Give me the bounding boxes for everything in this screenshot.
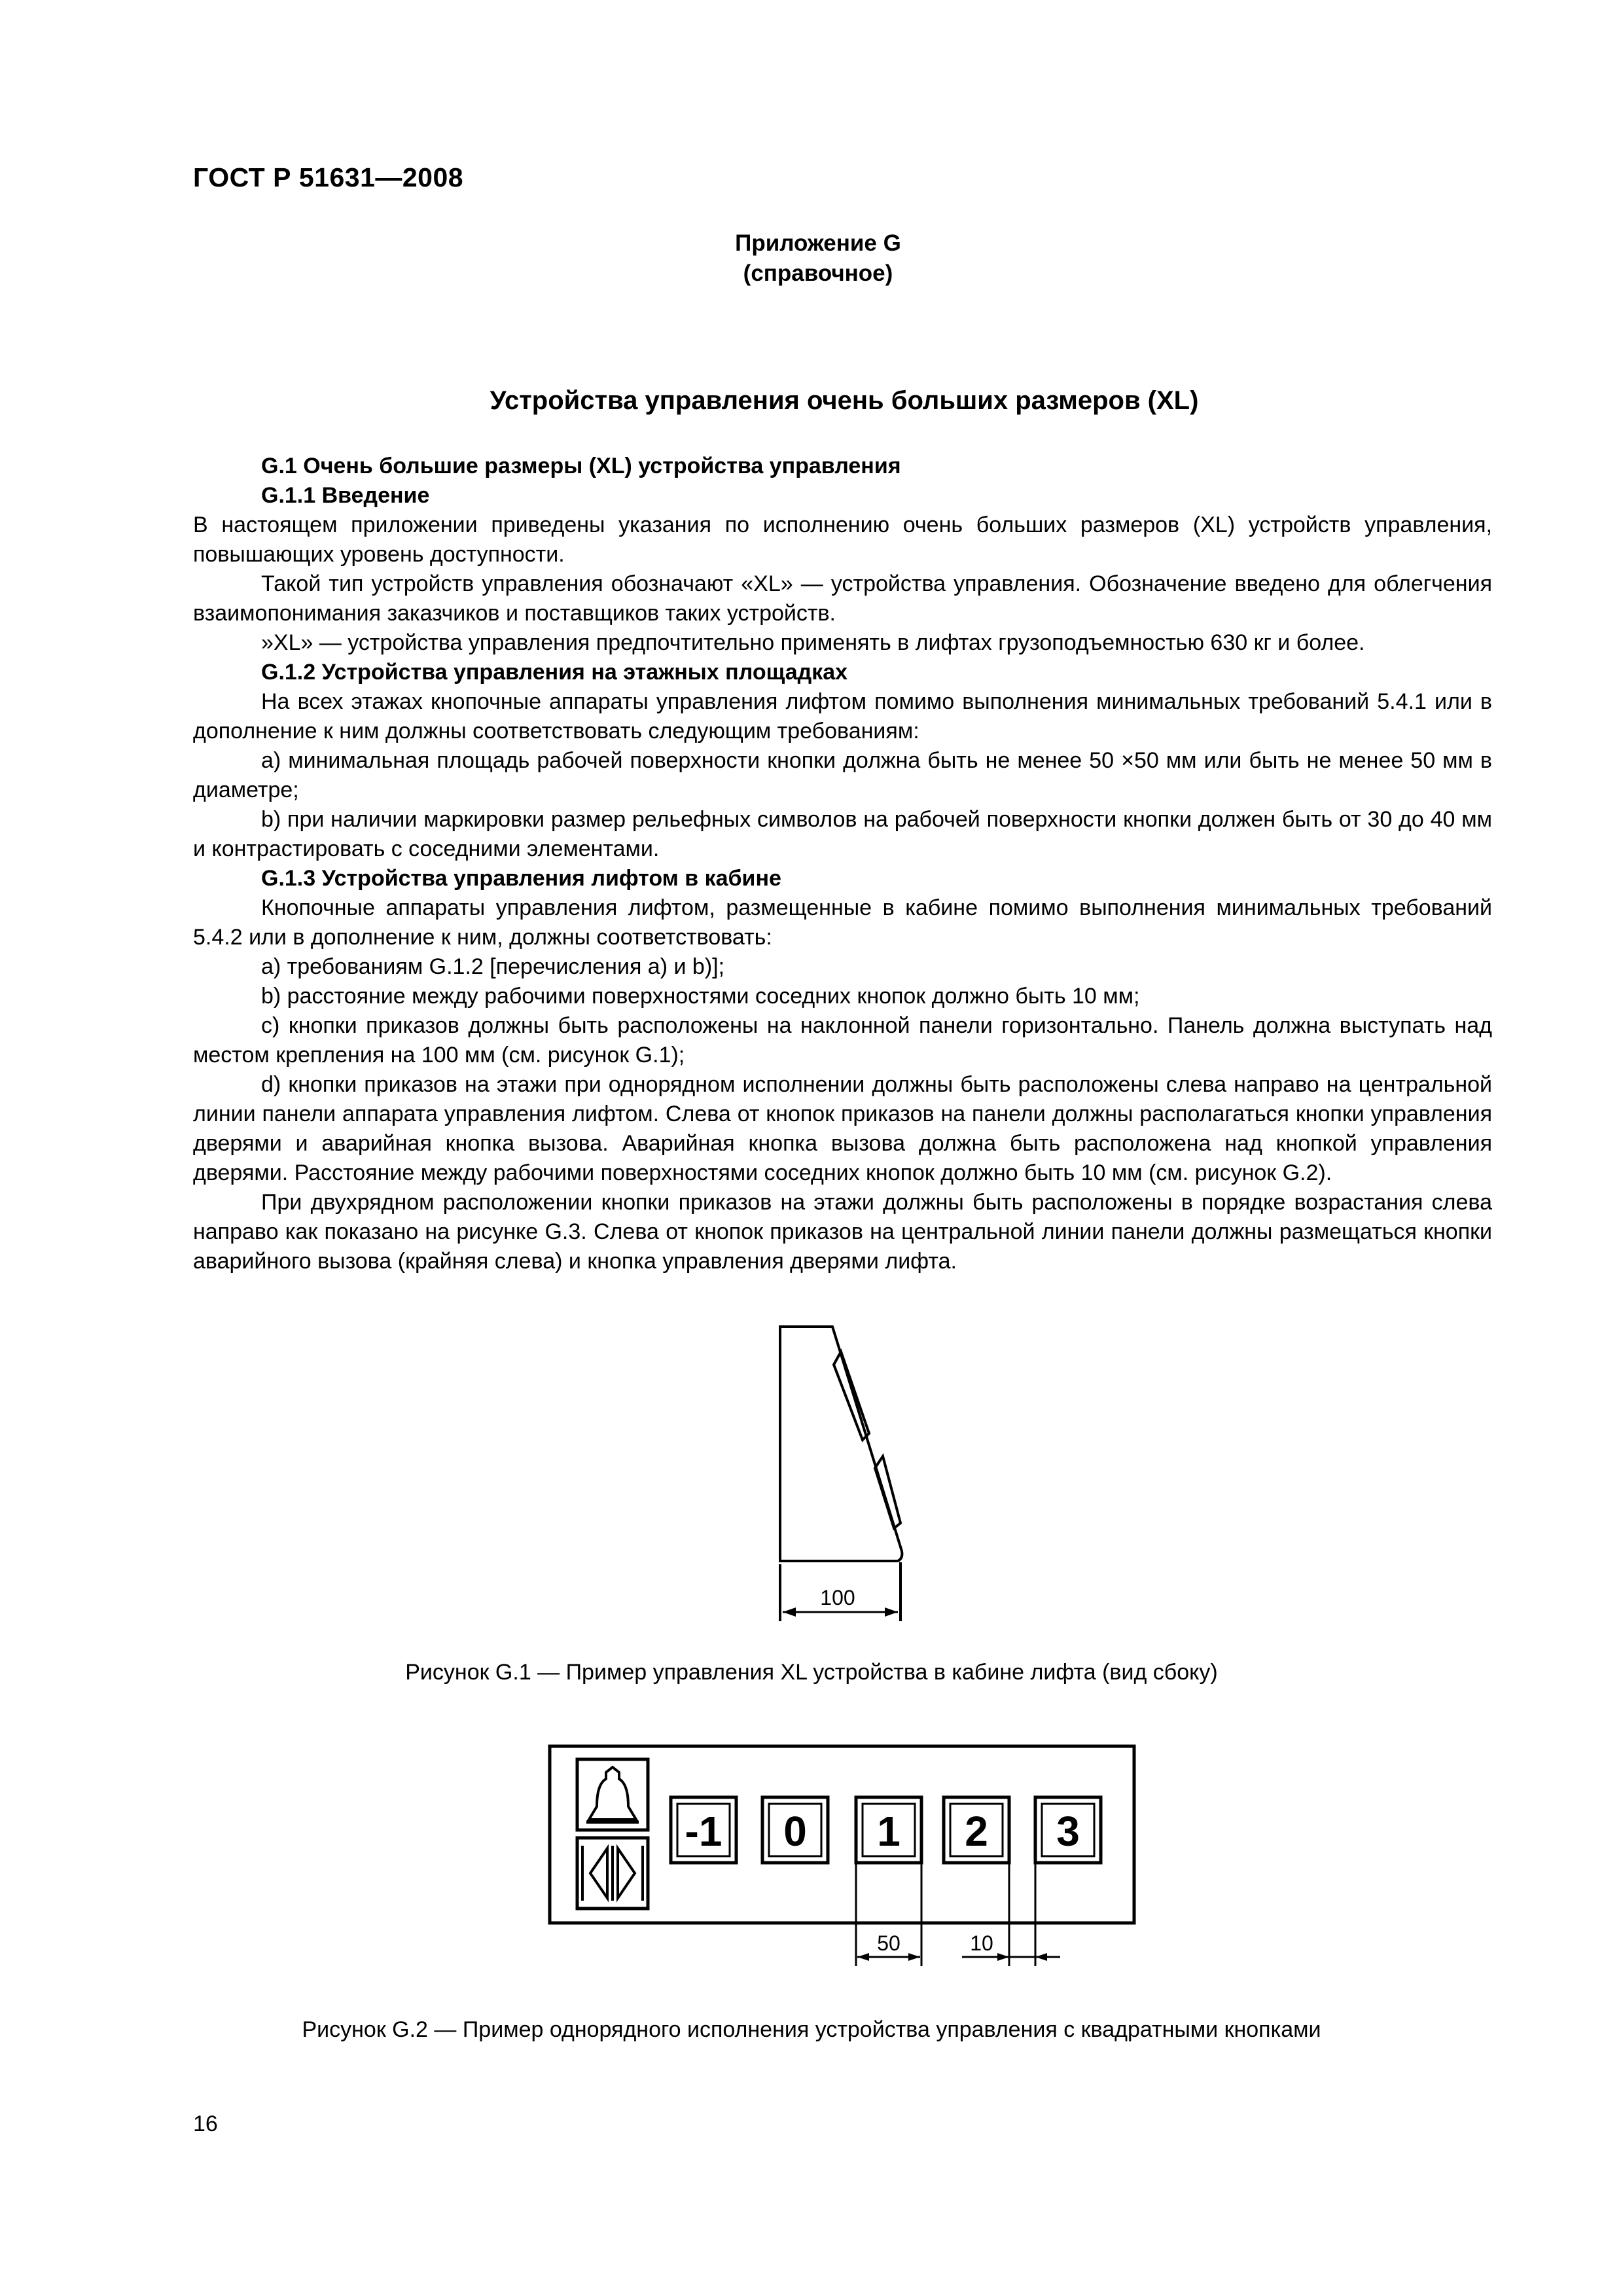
figure-g1-caption: Рисунок G.1 — Пример управления XL устройства в кабине лифта (вид сбоку) [405, 1660, 1218, 1685]
list-item: а) требованиям G.1.2 [перечисления а) и b)]; [261, 954, 725, 979]
paragraph: Кнопочные аппараты управления лифтом, размещенные в кабине помимо выполнения минимальных требований 5.4.2 или в дополнение к ним, должны соответствовать: [193, 895, 1492, 950]
list-item: c) кнопки приказов должны быть расположены на наклонной панели горизонтально. Панель должна выступать над местом крепления на 100 мм (см. рисунок G.1); [193, 1013, 1492, 1067]
figure-g2-caption: Рисунок G.2 — Пример однорядного исполнения устройства управления с квадратными кнопками [302, 2017, 1321, 2042]
list-item: d) кнопки приказов на этажи при однорядном исполнении должны быть расположены слева направо на центральной линии панели аппарата управления лифтом. Слева от кнопок приказов на панели должны располагаться кнопки управления дверями и аварийная кнопка вызова. Аварийная кнопка вызова должна быть расположена над кнопкой управления дверями. Расстояние между рабочими поверхностями соседних кнопок должно быть 10 мм (см. рисунок G.2). [193, 1072, 1492, 1185]
dimension-label-50: 50 [877, 1931, 901, 1955]
list-item: b) при наличии маркировки размер рельефных символов на рабочей поверхности кнопки должен быть от 30 до 40 мм и контрастировать с соседними элементами. [193, 807, 1492, 861]
annex-status: (справочное) [743, 260, 893, 286]
list-item: а) минимальная площадь рабочей поверхности кнопки должна быть не менее 50 ×50 мм или быть не менее 50 мм в диаметре; [193, 748, 1492, 802]
list-item: b) расстояние между рабочими поверхностями соседних кнопок должно быть 10 мм; [261, 984, 1140, 1009]
paragraph: »XL» — устройства управления предпочтительно применять в лифтах грузоподъемностью 630 кг и более. [261, 630, 1365, 655]
panel-body [780, 1327, 902, 1561]
door-open-close-icon [577, 1838, 648, 1909]
floor-button-label: 3 [1056, 1808, 1080, 1855]
document-header: ГОСТ Р 51631—2008 [193, 162, 464, 192]
annex-label: Приложение G [735, 230, 901, 256]
bell-icon [577, 1759, 648, 1830]
annex-title: Устройства управления очень больших размеров (XL) [490, 386, 1199, 415]
figure-g2-control-panel [543, 1741, 1145, 1990]
dimension-label-10: 10 [970, 1931, 993, 1955]
body-text [193, 452, 1492, 1276]
floor-button-label: -1 [685, 1808, 722, 1855]
paragraph: В настоящем приложении приведены указания по исполнению очень больших размеров (XL) устройств управления, повышающих уровень доступности. [193, 512, 1492, 567]
floor-button-label: 2 [965, 1808, 988, 1855]
figure-g1-side-view [746, 1319, 955, 1633]
paragraph: На всех этажах кнопочные аппараты управления лифтом помимо выполнения минимальных требований 5.4.1 или в дополнение к ним должны соответствовать следующим требованиям: [193, 689, 1492, 744]
page-number: 16 [193, 2111, 218, 2136]
floor-button-label: 0 [783, 1808, 807, 1855]
paragraph: Такой тип устройств управления обозначают «XL» — устройства управления. Обозначение введено для облегчения взаимопонимания заказчиков и поставщиков таких устройств. [193, 571, 1492, 626]
panel-frame [550, 1746, 1134, 1923]
section-heading-g1: G.1 Очень большие размеры (XL) устройства управления [261, 454, 901, 478]
floor-button-label: 1 [877, 1808, 901, 1855]
panel-button-lower [875, 1456, 901, 1528]
dimension-label-100: 100 [820, 1586, 855, 1609]
paragraph: При двухрядном расположении кнопки приказов на этажи должны быть расположены в порядке возрастания слева направо как показано на рисунке G.3. Слева от кнопок приказов на центральной линии панели должны размещаться кнопки аварийного вызова (крайняя слева) и кнопка управления дверями лифта. [193, 1190, 1492, 1274]
section-heading-g11: G.1.1 Введение [261, 483, 430, 508]
section-heading-g13: G.1.3 Устройства управления лифтом в кабине [261, 866, 781, 891]
section-heading-g12: G.1.2 Устройства управления на этажных площадках [261, 660, 848, 685]
